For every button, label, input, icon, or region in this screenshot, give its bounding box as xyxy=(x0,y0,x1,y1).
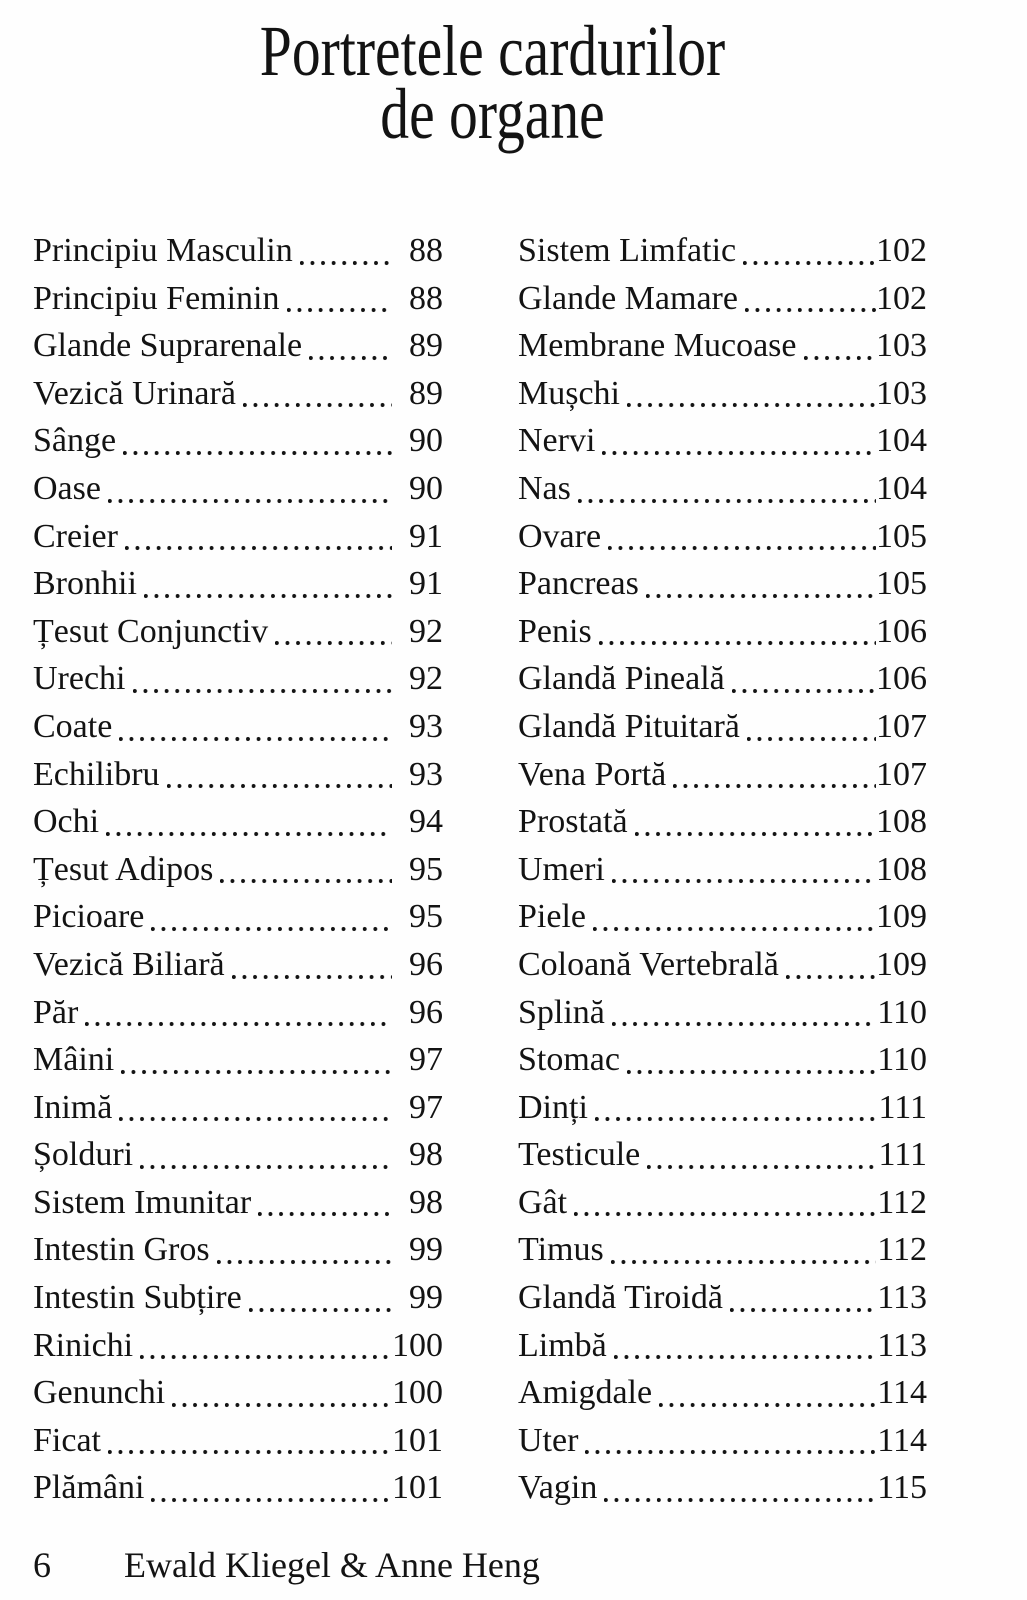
toc-entry-label: Nas xyxy=(518,469,571,507)
toc-entry-label: Limbă xyxy=(518,1326,607,1364)
dot-leader xyxy=(602,450,876,456)
dot-leader xyxy=(673,783,876,789)
toc-entry-page: 96 xyxy=(409,993,443,1031)
dot-leader xyxy=(287,307,393,313)
dot-leader xyxy=(786,974,876,980)
dot-leader xyxy=(249,1307,392,1313)
toc-entry-label: Țesut Conjunctiv xyxy=(33,612,269,650)
toc-entry-label: Nervi xyxy=(518,422,596,460)
toc-entry-page: 91 xyxy=(409,565,443,603)
toc-entry xyxy=(33,227,443,275)
toc-entry xyxy=(33,798,443,846)
dot-leader xyxy=(659,1402,876,1408)
dot-leader xyxy=(732,688,876,694)
chapter-title-line-1: Portretele cardurilor xyxy=(259,11,726,91)
dot-leader xyxy=(300,260,392,266)
dot-leader xyxy=(232,974,392,980)
toc-entry-page: 106 xyxy=(876,660,927,698)
toc-entry-label: Glande Suprarenale xyxy=(33,327,303,365)
toc-entry-label: Sistem Imunitar xyxy=(33,1183,252,1221)
dot-leader xyxy=(730,1307,876,1313)
toc-entry-label: Glandă Pituitară xyxy=(518,707,740,745)
dot-leader xyxy=(627,1069,876,1075)
toc-entry xyxy=(33,1084,443,1132)
toc-entry xyxy=(518,417,927,465)
toc-entry-label: Gât xyxy=(518,1183,568,1221)
toc-entry-label: Rinichi xyxy=(33,1326,134,1364)
toc-entry xyxy=(33,941,443,989)
toc-entry-page: 90 xyxy=(409,469,443,507)
toc-entry-label: Șolduri xyxy=(33,1136,134,1174)
page-number: 6 xyxy=(33,1545,51,1585)
toc-entry-page: 96 xyxy=(409,945,443,983)
toc-entry-label: Glandă Tiroidă xyxy=(518,1279,723,1317)
toc-entry-label: Păr xyxy=(33,993,79,1031)
toc-entry xyxy=(518,560,927,608)
toc-entry xyxy=(518,1036,927,1084)
toc-entry-label: Stomac xyxy=(518,1041,620,1079)
toc-entry-label: Plămâni xyxy=(33,1469,145,1507)
toc-entry-page: 98 xyxy=(409,1136,443,1174)
toc-entry xyxy=(33,846,443,894)
dot-leader xyxy=(123,450,392,456)
toc-entry-label: Ochi xyxy=(33,803,100,841)
dot-leader xyxy=(144,593,392,599)
toc-entry-label: Creier xyxy=(33,517,118,555)
toc-entry xyxy=(33,1131,443,1179)
toc-entry-page: 110 xyxy=(877,993,927,1031)
toc-entry-label: Genunchi xyxy=(33,1374,166,1412)
toc-entry xyxy=(33,560,443,608)
dot-leader xyxy=(167,783,392,789)
toc-entry xyxy=(33,1036,443,1084)
toc-entry-label: Coate xyxy=(33,707,113,745)
toc-entry xyxy=(33,655,443,703)
toc-entry-label: Splină xyxy=(518,993,605,1031)
toc-entry-label: Ficat xyxy=(33,1421,101,1459)
toc-entry xyxy=(33,465,443,513)
dot-leader xyxy=(646,593,876,599)
toc-entry-label: Prostată xyxy=(518,803,628,841)
toc-entry xyxy=(33,608,443,656)
toc-entry-page: 111 xyxy=(878,1088,927,1126)
toc-entry-page: 102 xyxy=(876,279,927,317)
toc-entry-label: Principiu Masculin xyxy=(33,232,293,269)
toc-entry xyxy=(518,846,927,894)
dot-leader xyxy=(151,926,392,932)
toc-entry-page: 90 xyxy=(409,422,443,460)
toc-entry-page: 113 xyxy=(877,1326,927,1364)
toc-entry-page: 104 xyxy=(876,469,927,507)
toc-column-right xyxy=(518,227,927,1512)
dot-leader xyxy=(121,1069,392,1075)
toc-entry xyxy=(518,893,927,941)
toc-entry xyxy=(33,275,443,323)
toc-entry xyxy=(518,751,927,799)
toc-entry-label: Mușchi xyxy=(518,374,620,412)
toc-entry-page: 92 xyxy=(409,660,443,698)
toc-entry xyxy=(33,1464,443,1512)
toc-entry-page: 99 xyxy=(409,1279,443,1317)
dot-leader xyxy=(108,1449,392,1455)
toc-entry xyxy=(518,370,927,418)
toc-entry-label: Țesut Adipos xyxy=(33,850,214,888)
dot-leader xyxy=(595,1116,876,1122)
toc-entry-label: Inimă xyxy=(33,1088,113,1126)
toc-entry-label: Ovare xyxy=(518,517,602,555)
toc-entry-label: Dinți xyxy=(518,1088,588,1126)
toc-entry-label: Urechi xyxy=(33,660,126,698)
toc-entry-label: Umeri xyxy=(518,850,605,888)
dot-leader xyxy=(614,1354,876,1360)
toc-entry xyxy=(33,751,443,799)
toc-entry-page: 100 xyxy=(392,1374,443,1412)
table-of-contents xyxy=(33,227,927,1512)
dot-leader xyxy=(309,355,392,361)
toc-entry xyxy=(518,1464,927,1512)
toc-entry-label: Bronhii xyxy=(33,565,137,603)
toc-entry xyxy=(33,703,443,751)
toc-entry xyxy=(518,1274,927,1322)
dot-leader xyxy=(612,1021,876,1027)
toc-entry-page: 107 xyxy=(876,755,927,793)
toc-entry xyxy=(518,227,927,275)
dot-leader xyxy=(133,688,392,694)
dot-leader xyxy=(151,1497,392,1503)
dot-leader xyxy=(804,355,876,361)
toc-entry-label: Intestin Subțire xyxy=(33,1279,242,1317)
toc-entry xyxy=(518,275,927,323)
toc-entry-page: 104 xyxy=(876,422,927,460)
toc-entry-label: Testicule xyxy=(518,1136,641,1174)
toc-entry-page: 92 xyxy=(409,612,443,650)
toc-entry-label: Vezică Biliară xyxy=(33,945,225,983)
dot-leader xyxy=(743,260,876,266)
toc-entry xyxy=(33,513,443,561)
toc-entry xyxy=(518,1131,927,1179)
toc-entry xyxy=(33,1417,443,1465)
toc-entry-page: 112 xyxy=(877,1231,927,1269)
toc-entry-label: Intestin Gros xyxy=(33,1231,210,1269)
toc-entry-page: 97 xyxy=(409,1041,443,1079)
dot-leader xyxy=(747,736,876,742)
toc-entry-label: Glande Mamare xyxy=(518,279,738,317)
toc-entry-label: Penis xyxy=(518,612,592,650)
toc-entry-label: Glandă Pineală xyxy=(518,660,725,698)
toc-entry xyxy=(518,798,927,846)
dot-leader xyxy=(627,402,876,408)
toc-entry-label: Sânge xyxy=(33,422,117,460)
toc-entry-page: 106 xyxy=(876,612,927,650)
toc-entry xyxy=(33,1369,443,1417)
toc-entry xyxy=(518,989,927,1037)
toc-entry xyxy=(518,655,927,703)
toc-entry-page: 105 xyxy=(876,565,927,603)
toc-entry-page: 111 xyxy=(878,1136,927,1174)
toc-entry-page: 99 xyxy=(409,1231,443,1269)
chapter-title xyxy=(0,11,1006,154)
toc-entry xyxy=(518,941,927,989)
toc-entry-label: Oase xyxy=(33,469,101,507)
toc-entry-label: Principiu Feminin xyxy=(33,279,280,317)
toc-entry-page: 115 xyxy=(877,1469,927,1507)
toc-entry-page: 103 xyxy=(876,327,927,365)
toc-entry-page: 108 xyxy=(876,850,927,888)
toc-entry-label: Mâini xyxy=(33,1041,115,1079)
toc-entry-label: Picioare xyxy=(33,898,145,936)
toc-entry-page: 88 xyxy=(409,232,443,269)
footer-authors: Ewald Kliegel & Anne Heng xyxy=(124,1545,540,1585)
toc-entry-page: 103 xyxy=(876,374,927,412)
dot-leader xyxy=(578,498,876,504)
toc-entry xyxy=(518,513,927,561)
toc-entry-page: 88 xyxy=(409,279,443,317)
toc-entry-page: 112 xyxy=(877,1183,927,1221)
toc-entry-page: 110 xyxy=(877,1041,927,1079)
chapter-title-line-2: de organe xyxy=(380,74,605,154)
toc-entry-page: 113 xyxy=(877,1279,927,1317)
toc-entry-label: Coloană Vertebrală xyxy=(518,945,779,983)
toc-entry-page: 91 xyxy=(409,517,443,555)
dot-leader xyxy=(647,1164,876,1170)
dot-leader xyxy=(599,640,876,646)
dot-leader xyxy=(140,1164,392,1170)
toc-entry xyxy=(33,1179,443,1227)
toc-entry xyxy=(33,370,443,418)
toc-entry-label: Uter xyxy=(518,1421,579,1459)
toc-entry-page: 94 xyxy=(409,803,443,841)
toc-entry-page: 107 xyxy=(876,707,927,745)
toc-entry-label: Vezică Urinară xyxy=(33,374,236,412)
toc-entry-label: Vena Portă xyxy=(518,755,667,793)
dot-leader xyxy=(258,1211,392,1217)
toc-entry xyxy=(33,417,443,465)
toc-entry xyxy=(518,1226,927,1274)
toc-entry-page: 101 xyxy=(392,1469,443,1507)
toc-entry xyxy=(518,465,927,513)
toc-entry-page: 100 xyxy=(392,1326,443,1364)
toc-entry-page: 89 xyxy=(409,374,443,412)
toc-entry-label: Echilibru xyxy=(33,755,160,793)
dot-leader xyxy=(108,498,392,504)
dot-leader xyxy=(574,1211,876,1217)
dot-leader xyxy=(745,307,876,313)
dot-leader xyxy=(125,545,392,551)
dot-leader xyxy=(217,1259,392,1265)
page-footer xyxy=(33,1547,540,1583)
toc-entry xyxy=(33,893,443,941)
toc-entry-label: Pancreas xyxy=(518,565,639,603)
toc-entry xyxy=(518,1417,927,1465)
toc-entry-page: 98 xyxy=(409,1183,443,1221)
toc-entry-label: Amigdale xyxy=(518,1374,653,1412)
toc-entry xyxy=(518,703,927,751)
dot-leader xyxy=(140,1354,392,1360)
dot-leader xyxy=(611,1259,876,1265)
dot-leader xyxy=(604,1497,876,1503)
toc-entry-label: Membrane Mucoase xyxy=(518,327,797,365)
toc-entry-page: 95 xyxy=(409,898,443,936)
toc-entry xyxy=(518,1369,927,1417)
toc-entry xyxy=(518,1322,927,1370)
toc-entry xyxy=(518,322,927,370)
toc-entry xyxy=(33,1322,443,1370)
toc-entry-page: 109 xyxy=(876,945,927,983)
toc-entry xyxy=(33,989,443,1037)
dot-leader xyxy=(106,831,392,837)
toc-entry-label: Vagin xyxy=(518,1469,598,1507)
dot-leader xyxy=(119,1116,392,1122)
dot-leader xyxy=(172,1402,392,1408)
dot-leader xyxy=(85,1021,392,1027)
toc-entry-page: 108 xyxy=(876,803,927,841)
toc-entry-page: 93 xyxy=(409,707,443,745)
toc-entry-label: Piele xyxy=(518,898,586,936)
toc-entry-page: 97 xyxy=(409,1088,443,1126)
toc-entry-page: 95 xyxy=(409,850,443,888)
dot-leader xyxy=(220,878,392,884)
toc-entry-label: Sistem Limfatic xyxy=(518,232,737,269)
dot-leader xyxy=(275,640,392,646)
toc-entry-page: 102 xyxy=(876,232,927,269)
toc-entry-page: 101 xyxy=(392,1421,443,1459)
toc-entry xyxy=(33,1274,443,1322)
dot-leader xyxy=(243,402,392,408)
dot-leader xyxy=(608,545,876,551)
toc-entry-label: Timus xyxy=(518,1231,604,1269)
dot-leader xyxy=(635,831,876,837)
toc-entry-page: 89 xyxy=(409,327,443,365)
toc-column-left xyxy=(33,227,443,1512)
toc-entry-page: 93 xyxy=(409,755,443,793)
toc-entry xyxy=(33,1226,443,1274)
dot-leader xyxy=(585,1449,876,1455)
dot-leader xyxy=(593,926,876,932)
toc-entry xyxy=(518,1179,927,1227)
toc-entry xyxy=(33,322,443,370)
toc-entry-page: 114 xyxy=(877,1421,927,1459)
toc-entry-page: 105 xyxy=(876,517,927,555)
toc-entry xyxy=(518,1084,927,1132)
dot-leader xyxy=(612,878,876,884)
toc-entry-page: 114 xyxy=(877,1374,927,1412)
dot-leader xyxy=(119,736,392,742)
toc-entry xyxy=(518,608,927,656)
toc-entry-page: 109 xyxy=(876,898,927,936)
